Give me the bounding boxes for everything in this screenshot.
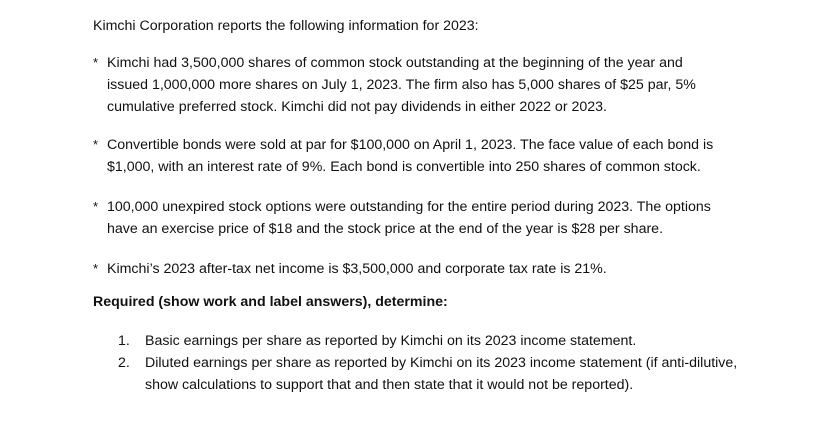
bullet-line: Kimchi’s 2023 after-tax net income is $3,500,000 and corporate tax rate is 21%. bbox=[107, 261, 607, 277]
bullet-marker: * bbox=[93, 55, 99, 70]
required-heading: Required (show work and label answers), determine: bbox=[93, 294, 448, 310]
bullet-line: $1,000, with an interest rate of 9%. Each bond is convertible into 250 shares of common stock. bbox=[107, 159, 701, 175]
bullet-text bbox=[107, 134, 713, 178]
question-number: 2. bbox=[118, 355, 130, 371]
bullet-text bbox=[107, 196, 711, 240]
question-line: Basic earnings per share as reported by Kimchi on its 2023 income statement. bbox=[145, 333, 637, 349]
bullet-text bbox=[107, 52, 696, 118]
bullet-line: cumulative preferred stock. Kimchi did not pay dividends in either 2022 or 2023. bbox=[107, 99, 607, 115]
question-number: 1. bbox=[118, 333, 130, 349]
bullet-line: Kimchi had 3,500,000 shares of common stock outstanding at the beginning of the year and bbox=[107, 55, 683, 71]
bullet-marker: * bbox=[93, 137, 99, 152]
bullet-line: have an exercise price of $18 and the stock price at the end of the year is $28 per share. bbox=[107, 221, 664, 237]
question-text bbox=[145, 330, 636, 352]
bullet-line: Convertible bonds were sold at par for $100,000 on April 1, 2023. The face value of each bond is bbox=[107, 137, 714, 153]
bullet-marker: * bbox=[93, 261, 99, 276]
bullet-text bbox=[107, 258, 607, 280]
bullet-line: issued 1,000,000 more shares on July 1, 2023. The firm also has 5,000 shares of $25 par, 5% bbox=[107, 77, 696, 93]
question-line: show calculations to support that and then state that it would not be reported). bbox=[145, 377, 634, 393]
question-text bbox=[145, 352, 737, 396]
intro-text: Kimchi Corporation reports the following information for 2023: bbox=[93, 18, 479, 34]
bullet-marker: * bbox=[93, 199, 99, 214]
question-line: Diluted earnings per share as reported by Kimchi on its 2023 income statement (if anti-dilutive, bbox=[145, 355, 738, 371]
bullet-line: 100,000 unexpired stock options were outstanding for the entire period during 2023. The options bbox=[107, 199, 711, 215]
